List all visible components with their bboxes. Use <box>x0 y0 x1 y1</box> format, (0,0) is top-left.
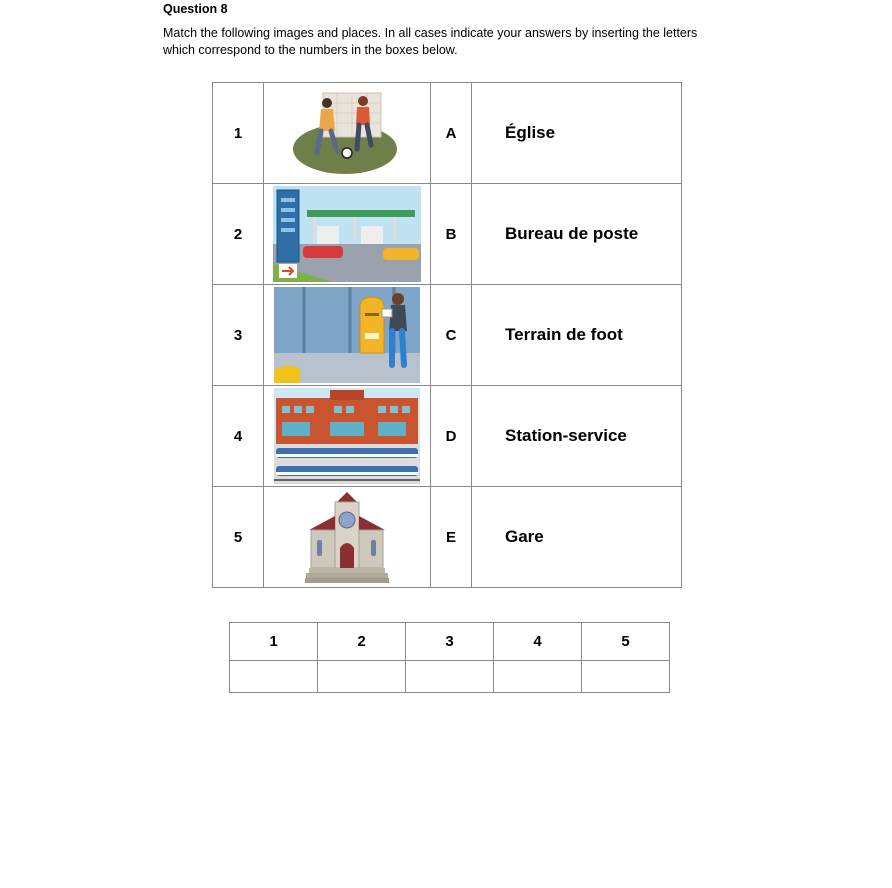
image-cell <box>264 285 431 386</box>
matching-row <box>213 184 682 285</box>
place-name: Terrain de foot <box>472 285 682 386</box>
place-letter: A <box>431 83 472 184</box>
matching-row <box>213 487 682 588</box>
matching-row <box>213 83 682 184</box>
train-station-picture <box>274 388 420 484</box>
answer-header: 2 <box>318 623 406 661</box>
answer-header: 3 <box>406 623 494 661</box>
petrol-station-picture <box>273 186 421 282</box>
image-cell <box>264 83 431 184</box>
answer-header: 1 <box>230 623 318 661</box>
answer-box-4[interactable] <box>494 661 582 693</box>
instructions-line-2: which correspond to the numbers in the boxes below. <box>163 43 458 57</box>
image-number: 3 <box>213 285 264 386</box>
answer-header: 5 <box>582 623 670 661</box>
instructions-line-1: Match the following images and places. In all cases indicate your answers by inserting the letters <box>163 26 698 40</box>
image-number: 2 <box>213 184 264 285</box>
question-title: Question 8 <box>163 2 228 16</box>
football-players-picture <box>287 87 407 179</box>
instructions <box>163 25 723 59</box>
image-cell <box>264 487 431 588</box>
answer-header-row <box>230 623 670 661</box>
place-letter: E <box>431 487 472 588</box>
answer-box-2[interactable] <box>318 661 406 693</box>
place-letter: C <box>431 285 472 386</box>
answer-header: 4 <box>494 623 582 661</box>
image-number: 5 <box>213 487 264 588</box>
answer-box-1[interactable] <box>230 661 318 693</box>
matching-table <box>212 82 682 588</box>
image-number: 1 <box>213 83 264 184</box>
matching-row <box>213 285 682 386</box>
place-letter: B <box>431 184 472 285</box>
answer-box-3[interactable] <box>406 661 494 693</box>
matching-row <box>213 386 682 487</box>
image-cell <box>264 184 431 285</box>
place-name: Gare <box>472 487 682 588</box>
answer-box-5[interactable] <box>582 661 670 693</box>
image-cell <box>264 386 431 487</box>
place-letter: D <box>431 386 472 487</box>
postbox-picture <box>274 287 420 383</box>
image-number: 4 <box>213 386 264 487</box>
answer-box-row <box>230 661 670 693</box>
place-name: Station-service <box>472 386 682 487</box>
church-picture <box>305 490 389 584</box>
place-name: Église <box>472 83 682 184</box>
place-name: Bureau de poste <box>472 184 682 285</box>
answer-grid <box>229 622 670 693</box>
